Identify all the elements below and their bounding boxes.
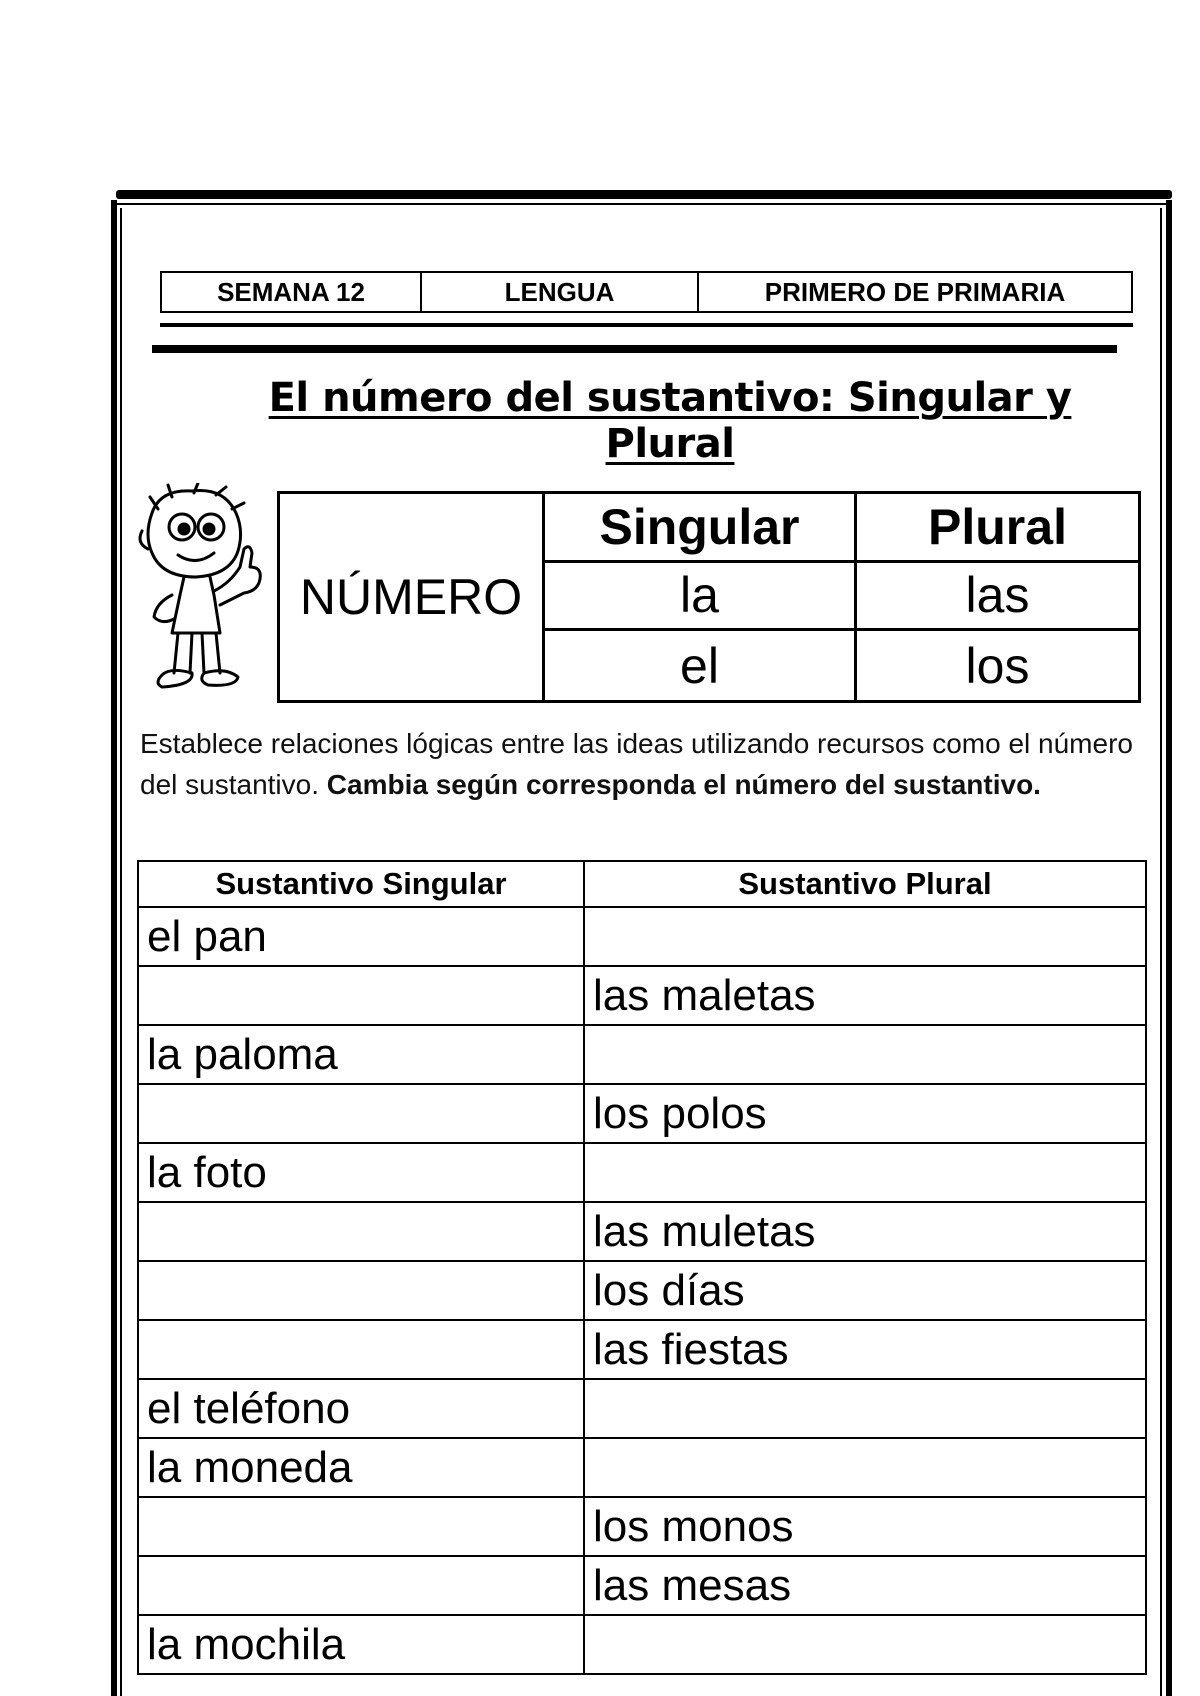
instructions [140, 723, 1150, 805]
table-row [138, 1497, 1146, 1556]
plural-cell[interactable] [584, 907, 1146, 966]
singular-cell[interactable]: el teléfono [138, 1379, 584, 1438]
singular-cell[interactable]: la foto [138, 1143, 584, 1202]
plural-cell[interactable] [584, 1615, 1146, 1674]
table-row [138, 1261, 1146, 1320]
header-plural: Sustantivo Plural [584, 861, 1146, 907]
plural-cell[interactable]: las fiestas [584, 1320, 1146, 1379]
plural-header: Plural [857, 494, 1138, 563]
singular-cell[interactable]: la moneda [138, 1438, 584, 1497]
table-row [138, 1084, 1146, 1143]
plural-cell[interactable]: los polos [584, 1084, 1146, 1143]
plural-cell[interactable]: las maletas [584, 966, 1146, 1025]
singular-cell[interactable] [138, 1084, 584, 1143]
header-underline [160, 323, 1133, 327]
header-singular: Sustantivo Singular [138, 861, 584, 907]
page-frame-left-inner [120, 208, 122, 1696]
plural-cell[interactable] [584, 1025, 1146, 1084]
singular-cell[interactable] [138, 1202, 584, 1261]
exercise-header-row [138, 861, 1146, 907]
singular-cell[interactable]: la mochila [138, 1615, 584, 1674]
table-row [138, 1556, 1146, 1615]
table-row [138, 966, 1146, 1025]
header-subject: LENGUA [420, 273, 697, 311]
table-row [138, 1025, 1146, 1084]
page-frame-top [116, 190, 1172, 199]
table-row [138, 1438, 1146, 1497]
instructions-text: Establece relaciones lógicas entre las ideas utilizando recursos como el número del sustantivo. [140, 728, 1133, 800]
header-grade: PRIMERO DE PRIMARIA [697, 273, 1131, 311]
article-singular-la: la [545, 563, 857, 632]
singular-cell[interactable]: la paloma [138, 1025, 584, 1084]
header-week: SEMANA 12 [217, 276, 365, 307]
plural-cell[interactable]: las mesas [584, 1556, 1146, 1615]
worksheet-header [160, 271, 1133, 313]
plural-cell[interactable] [584, 1143, 1146, 1202]
plural-cell[interactable] [584, 1438, 1146, 1497]
page-frame-right [1166, 200, 1172, 1696]
plural-cell[interactable]: los monos [584, 1497, 1146, 1556]
exercise-table [137, 860, 1147, 1675]
article-plural-los: los [965, 637, 1030, 694]
singular-header: Singular [545, 494, 857, 563]
table-row [138, 1202, 1146, 1261]
plural-cell[interactable] [584, 1379, 1146, 1438]
plural-cell[interactable]: las muletas [584, 1202, 1146, 1261]
singular-cell[interactable] [138, 1320, 584, 1379]
article-plural-las: las [857, 563, 1138, 632]
table-row [138, 1320, 1146, 1379]
article-singular-el: el [545, 631, 857, 700]
instructions-bold: Cambia según corresponda el número del sustantivo. [326, 769, 1041, 800]
table-row [138, 1379, 1146, 1438]
singular-cell[interactable] [138, 966, 584, 1025]
page-frame-left [111, 200, 117, 1696]
singular-cell[interactable] [138, 1261, 584, 1320]
table-row [138, 907, 1146, 966]
page-frame-top-inner [116, 203, 1172, 205]
singular-cell[interactable] [138, 1556, 584, 1615]
singular-cell[interactable] [138, 1497, 584, 1556]
boy-thumbs-up-illustration [132, 483, 277, 691]
plural-cell[interactable]: los días [584, 1261, 1146, 1320]
number-table [277, 491, 1141, 703]
page-frame-right-inner [1160, 208, 1162, 1696]
divider-rule [152, 345, 1117, 353]
table-row [138, 1143, 1146, 1202]
page-title: El número del sustantivo: Singular y Plural [268, 375, 1072, 467]
table-row [138, 1615, 1146, 1674]
number-label: NÚMERO [280, 494, 545, 700]
singular-cell[interactable]: el pan [138, 907, 584, 966]
